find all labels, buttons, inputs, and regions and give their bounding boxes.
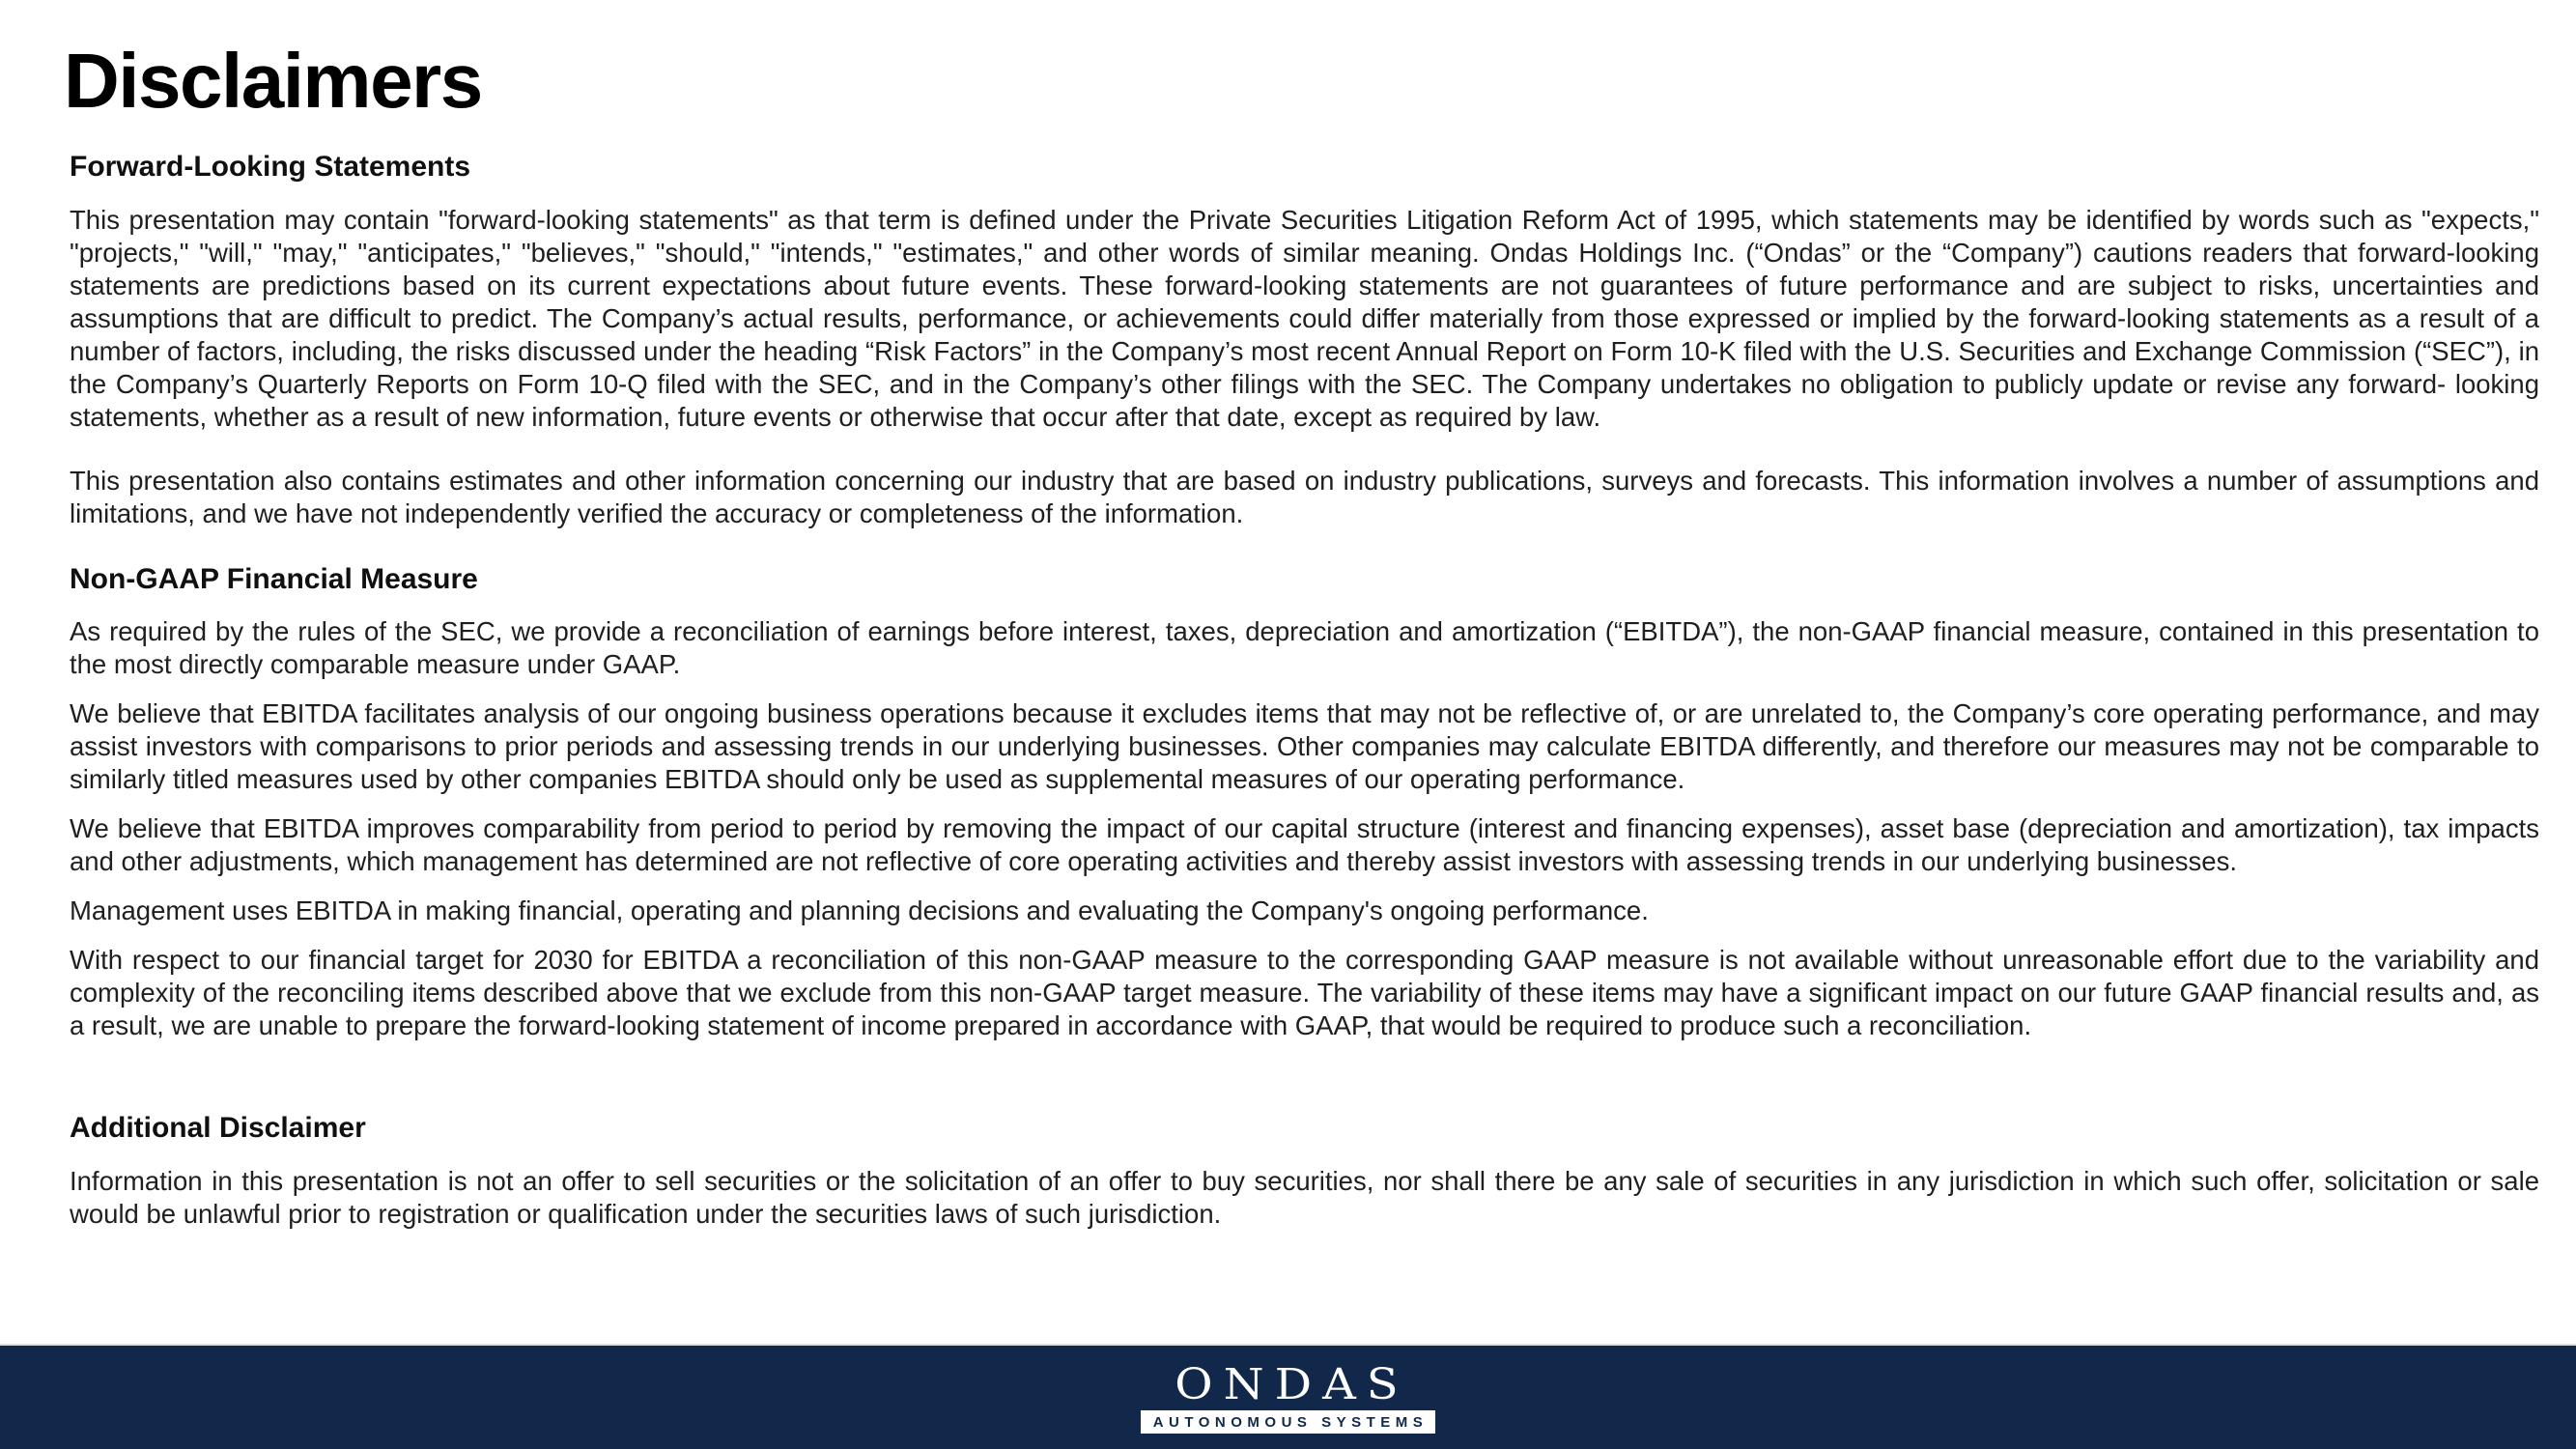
- non-gaap-heading: Non-GAAP Financial Measure: [70, 562, 478, 595]
- ondas-logo: [1141, 1361, 1436, 1434]
- section-non-gaap-financial-measure: [70, 563, 2539, 1043]
- forward-looking-statements-heading: Forward-Looking Statements: [70, 151, 471, 183]
- non-gaap-paragraph-5: With respect to our financial target for 2030 for EBITDA a reconciliation of this non-GAAP measure to the corresponding GAAP measure is not available without unreasonable effort due to the variability and complexity of the reconciling items described above that we exclude from this non-GAAP target measure. The variability of these items may have a significant impact on our future GAAP financial results and, as a result, we are unable to prepare the forward-looking statement of income prepared in accordance with GAAP, that would be required to produce such a reconciliation.: [70, 945, 2539, 1040]
- page-title: Disclaimers: [64, 38, 482, 124]
- forward-looking-paragraph-2: This presentation also contains estimates and other information concerning our industry that are based on industry publications, surveys and forecasts. This information involves a number of assumptions and limitations, and we have not independently verified the accuracy or completeness of the information.: [70, 465, 2539, 528]
- additional-disclaimer-heading: Additional Disclaimer: [70, 1112, 366, 1144]
- ondas-tagline: AUTONOMOUS SYSTEMS: [1141, 1410, 1436, 1434]
- ondas-wordmark: ONDAS: [1175, 1359, 1409, 1409]
- section-additional-disclaimer: [70, 1112, 2539, 1231]
- forward-looking-paragraph-1: This presentation may contain "forward-looking statements" as that term is defined under the Private Securities Litigation Reform Act of 1995, which statements may be identified by words such as "expects," "projects," "will," "may," "anticipates," "believes," "should," "intends," "estimates," and other words of similar meaning. Ondas Holdings Inc. (“Ondas” or the “Company”) cautions readers that forward-looking statements are predictions based on its current expectations about future events. These forward-looking statements are not guarantees of future performance and are subject to risks, uncertainties and assumptions that are difficult to predict. The Company’s actual results, performance, or achievements could differ materially from those expressed or implied by the forward-looking statements as a result of a number of factors, including, the risks discussed under the heading “Risk Factors” in the Company’s most recent Annual Report on Form 10-K filed with the U.S. Securities and Exchange Commission (“SEC”), in the Company’s Quarterly Reports on Form 10-Q filed with the SEC, and in the Company’s other filings with the SEC. The Company undertakes no obligation to publicly update or revise any forward- looking statements, whether as a result of new information, future events or otherwise that occur after that date, except as required by law.: [70, 204, 2539, 432]
- non-gaap-paragraph-2: We believe that EBITDA facilitates analysis of our ongoing business operations because it excludes items that may not be reflective of, or are unrelated to, the Company’s core operating performance, and may assist investors with comparisons to prior periods and assessing trends in our underlying businesses. Other companies may calculate EBITDA differently, and therefore our measures may not be comparable to similarly titled measures used by other companies EBITDA should only be used as supplemental measures of our operating performance.: [70, 698, 2539, 794]
- non-gaap-paragraph-4: Management uses EBITDA in making financial, operating and planning decisions and evaluating the Company's ongoing performance.: [70, 895, 1649, 925]
- non-gaap-paragraph-1: As required by the rules of the SEC, we provide a reconciliation of earnings before interest, taxes, depreciation and amortization (“EBITDA”), the non-GAAP financial measure, contained in this presentation to the most directly comparable measure under GAAP.: [70, 616, 2539, 679]
- slide-footer: [0, 1344, 2576, 1449]
- additional-disclaimer-paragraph: Information in this presentation is not an offer to sell securities or the solicitation of an offer to buy securities, nor shall there be any sale of securities in any jurisdiction in which such offer, solicitation or sale would be unlawful prior to registration or qualification under the securities laws of such jurisdiction.: [70, 1165, 2539, 1229]
- section-forward-looking-statements: [70, 151, 2539, 530]
- non-gaap-paragraph-3: We believe that EBITDA improves comparability from period to period by removing the impact of our capital structure (interest and financing expenses), asset base (depreciation and amortization), tax impacts and other adjustments, which management has determined are not reflective of core operating activities and thereby assist investors with assessing trends in our underlying businesses.: [70, 813, 2539, 876]
